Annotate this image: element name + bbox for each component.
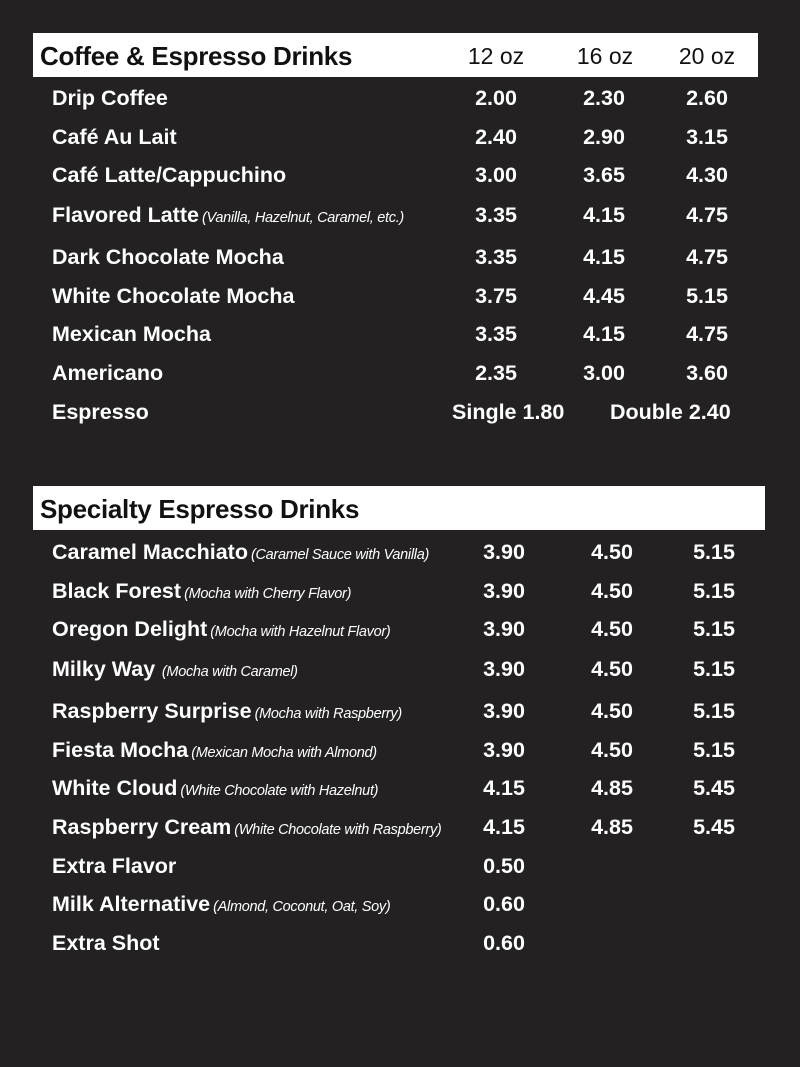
price-16oz: 4.50 xyxy=(591,657,633,681)
item-name: Milk Alternative (Almond, Coconut, Oat, Soy) xyxy=(52,892,391,916)
menu-row-cafe-latte xyxy=(0,160,800,190)
price-12oz: 3.90 xyxy=(483,699,525,723)
item-name: Raspberry Surprise (Mocha with Raspberry) xyxy=(52,699,402,723)
item-name: Dark Chocolate Mocha xyxy=(52,245,284,269)
size-label-12oz: 12 oz xyxy=(467,43,525,69)
price-20oz: 5.45 xyxy=(693,776,735,800)
item-name: Drip Coffee xyxy=(52,86,168,110)
specialty-section-title: Specialty Espresso Drinks xyxy=(40,494,360,524)
menu-row-extra-flavor xyxy=(0,851,800,881)
price-12oz: 3.90 xyxy=(483,738,525,762)
menu-row-americano xyxy=(0,358,800,388)
item-name: Raspberry Cream (White Chocolate with Raspberry) xyxy=(52,815,442,839)
price-20oz: 5.45 xyxy=(693,815,735,839)
menu-row-drip-coffee xyxy=(0,83,800,113)
price-20oz: 5.15 xyxy=(693,540,735,564)
item-name: Café Latte/Cappuchino xyxy=(52,163,287,187)
specialty-section-header xyxy=(33,486,765,530)
price-16oz: 4.50 xyxy=(591,617,633,641)
price-addon: 0.60 xyxy=(483,931,525,955)
price-20oz: 5.15 xyxy=(693,579,735,603)
price-12oz: 3.35 xyxy=(475,245,517,269)
item-name: Café Au Lait xyxy=(52,125,177,149)
price-16oz: 4.45 xyxy=(583,284,625,308)
price-12oz: 3.90 xyxy=(483,657,525,681)
price-12oz: 3.90 xyxy=(483,579,525,603)
price-16oz: 2.30 xyxy=(583,86,625,110)
item-name: Mexican Mocha xyxy=(52,322,211,346)
price-12oz: 3.90 xyxy=(483,617,525,641)
menu-row-raspberry-surprise xyxy=(0,696,800,726)
menu-row-extra-shot xyxy=(0,928,800,958)
menu-row-flavored-latte xyxy=(0,200,800,230)
price-20oz: 5.15 xyxy=(693,738,735,762)
menu-row-milky-way xyxy=(0,654,800,684)
menu-row-espresso xyxy=(0,397,800,427)
price-12oz: 2.00 xyxy=(475,86,517,110)
price-12oz: 2.40 xyxy=(475,125,517,149)
menu-row-oregon-delight xyxy=(0,614,800,644)
menu-row-fiesta-mocha xyxy=(0,735,800,765)
menu-row-cafe-au-lait xyxy=(0,122,800,152)
item-name: White Cloud (White Chocolate with Hazelnut) xyxy=(52,776,379,800)
size-label-20oz: 20 oz xyxy=(678,43,736,69)
espresso-double-price: Double 2.40 xyxy=(610,400,731,424)
price-20oz: 2.60 xyxy=(686,86,728,110)
price-16oz: 4.15 xyxy=(583,203,625,227)
price-20oz: 5.15 xyxy=(693,699,735,723)
item-name: Oregon Delight (Mocha with Hazelnut Flavor) xyxy=(52,617,391,641)
price-16oz: 2.90 xyxy=(583,125,625,149)
menu-row-milk-alternative xyxy=(0,889,800,919)
menu-row-mexican-mocha xyxy=(0,319,800,349)
price-20oz: 4.75 xyxy=(686,245,728,269)
price-12oz: 2.35 xyxy=(475,361,517,385)
price-16oz: 3.65 xyxy=(583,163,625,187)
price-20oz: 3.60 xyxy=(686,361,728,385)
item-name: Black Forest (Mocha with Cherry Flavor) xyxy=(52,579,352,603)
price-20oz: 3.15 xyxy=(686,125,728,149)
menu-row-white-chocolate-mocha xyxy=(0,281,800,311)
item-name: Flavored Latte (Vanilla, Hazelnut, Caramel, etc.) xyxy=(52,203,404,227)
menu-row-black-forest xyxy=(0,576,800,606)
menu-row-raspberry-cream xyxy=(0,812,800,842)
price-12oz: 3.00 xyxy=(475,163,517,187)
espresso-single-price: Single 1.80 xyxy=(452,400,565,424)
price-20oz: 4.75 xyxy=(686,203,728,227)
price-16oz: 4.50 xyxy=(591,579,633,603)
price-16oz: 4.50 xyxy=(591,738,633,762)
price-12oz: 3.35 xyxy=(475,322,517,346)
price-20oz: 4.30 xyxy=(686,163,728,187)
coffee-section-title: Coffee & Espresso Drinks xyxy=(40,41,353,71)
item-name: Americano xyxy=(52,361,164,385)
price-20oz: 5.15 xyxy=(693,617,735,641)
item-name: Espresso xyxy=(52,400,149,424)
price-12oz: 4.15 xyxy=(483,815,525,839)
price-addon: 0.60 xyxy=(483,892,525,916)
price-16oz: 4.15 xyxy=(583,322,625,346)
price-20oz: 5.15 xyxy=(686,284,728,308)
price-12oz: 3.90 xyxy=(483,540,525,564)
price-16oz: 4.50 xyxy=(591,540,633,564)
coffee-section-header xyxy=(33,33,758,77)
menu-row-white-cloud xyxy=(0,773,800,803)
price-12oz: 4.15 xyxy=(483,776,525,800)
price-12oz: 3.35 xyxy=(475,203,517,227)
price-12oz: 3.75 xyxy=(475,284,517,308)
menu-row-caramel-macchiato xyxy=(0,537,800,567)
item-name: White Chocolate Mocha xyxy=(52,284,295,308)
price-16oz: 4.15 xyxy=(583,245,625,269)
item-name: Fiesta Mocha (Mexican Mocha with Almond) xyxy=(52,738,377,762)
menu-row-dark-chocolate-mocha xyxy=(0,242,800,272)
price-16oz: 4.85 xyxy=(591,776,633,800)
price-16oz: 4.85 xyxy=(591,815,633,839)
size-label-16oz: 16 oz xyxy=(576,43,634,69)
item-name: Extra Shot xyxy=(52,931,160,955)
price-20oz: 5.15 xyxy=(693,657,735,681)
price-addon: 0.50 xyxy=(483,854,525,878)
item-name: Caramel Macchiato (Caramel Sauce with Vanilla) xyxy=(52,540,429,564)
item-name: Extra Flavor xyxy=(52,854,177,878)
price-20oz: 4.75 xyxy=(686,322,728,346)
price-16oz: 3.00 xyxy=(583,361,625,385)
price-16oz: 4.50 xyxy=(591,699,633,723)
item-name: Milky Way (Mocha with Caramel) xyxy=(52,657,298,681)
